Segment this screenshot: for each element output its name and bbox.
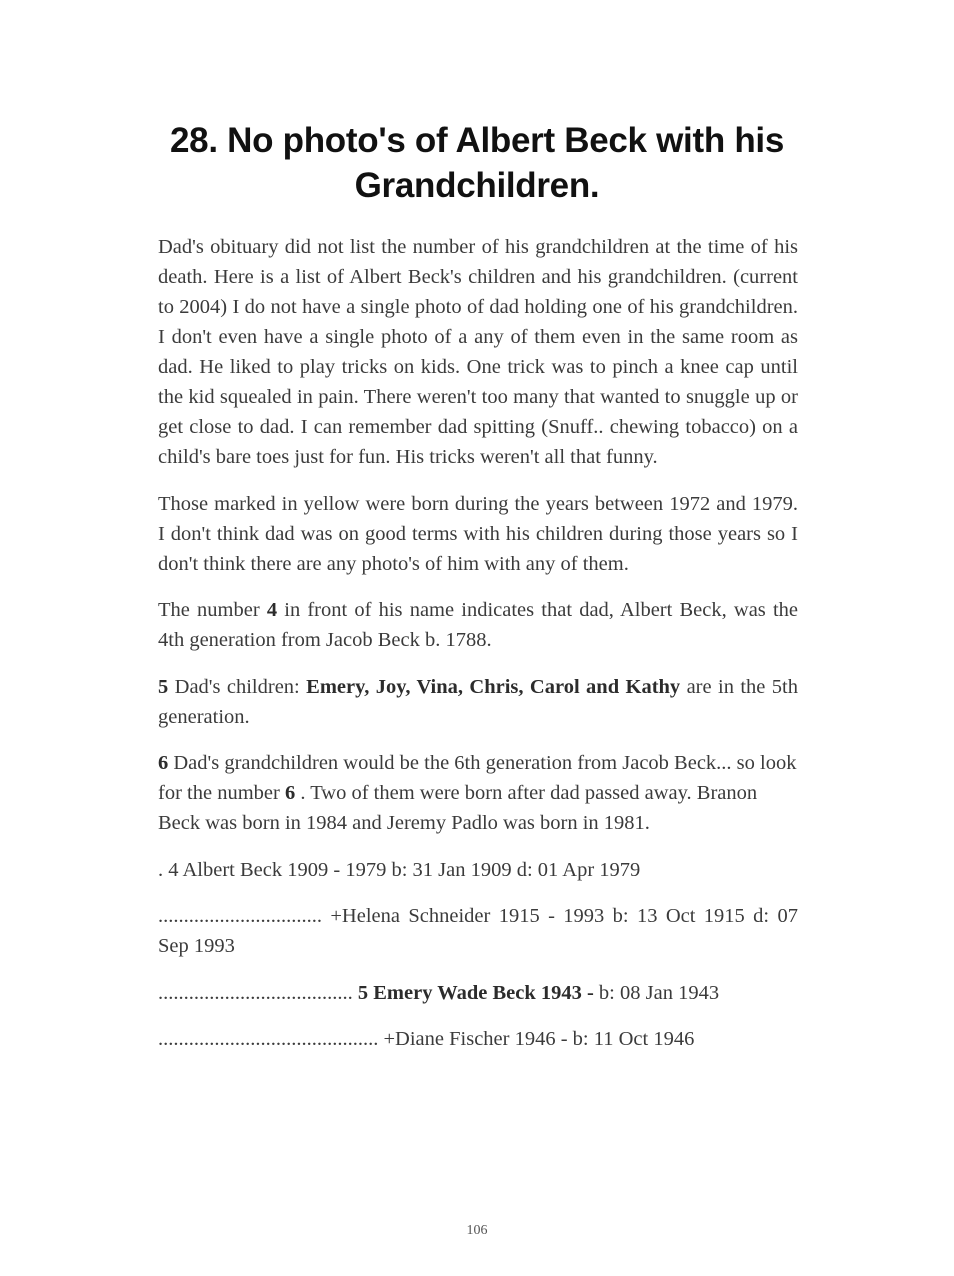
paragraph-yellow-note: Those marked in yellow were born during the years between 1972 and 1979. I don't think dad was on good terms with his children during those years so I don't think there are any photo's of him with any of them. — [158, 492, 798, 575]
page-number: 106 — [466, 1223, 488, 1238]
paragraph-generation-4: The number 4 in front of his name indicates that dad, Albert Beck, was the 4th generation from Jacob Beck b. 1788. — [158, 599, 798, 651]
paragraph-generation-6: 6 Dad's grandchildren would be the 6th generation from Jacob Beck... so look for the number 6 . Two of them were born after dad passed away. Branon Beck was born in 1984 and Jeremy Padlo was born in 1981. — [158, 752, 797, 834]
chapter-title: 28. No photo's of Albert Beck with his Grandchildren. — [169, 121, 785, 205]
genealogy-entry: . 4 Albert Beck 1909 - 1979 b: 31 Jan 1909 d: 01 Apr 1979 — [158, 858, 641, 881]
body-text — [158, 232, 798, 1071]
genealogy-entry: ...................................... 5 Emery Wade Beck 1943 - b: 08 Jan 1943 — [158, 981, 720, 1004]
genealogy-entry: ................................ +Helena Schneider 1915 - 1993 b: 13 Oct 1915 d: 07 Sep 1993 — [158, 905, 798, 957]
genealogy-entry: ........................................... +Diane Fischer 1946 - b: 11 Oct 1946 — [158, 1028, 695, 1050]
paragraph-obituary: Dad's obituary did not list the number of his grandchildren at the time of his death. Here is a list of Albert Beck's children and his grandchildren. (current to 2004) I do not have a single photo of dad holding one of his grandchildren. I don't even have a single photo of a any of them even in the same room as dad. He liked to play tricks on kids. One trick was to pinch a knee cap until the kid squealed in pain. There weren't too many that wanted to snuggle up or get close to dad. I can remember dad spitting (Snuff.. chewing tobacco) on a child's bare toes just for fun. His tricks weren't all that funny. — [158, 236, 798, 468]
paragraph-generation-5: 5 Dad's children: Emery, Joy, Vina, Chris, Carol and Kathy are in the 5th generation. — [158, 675, 798, 728]
